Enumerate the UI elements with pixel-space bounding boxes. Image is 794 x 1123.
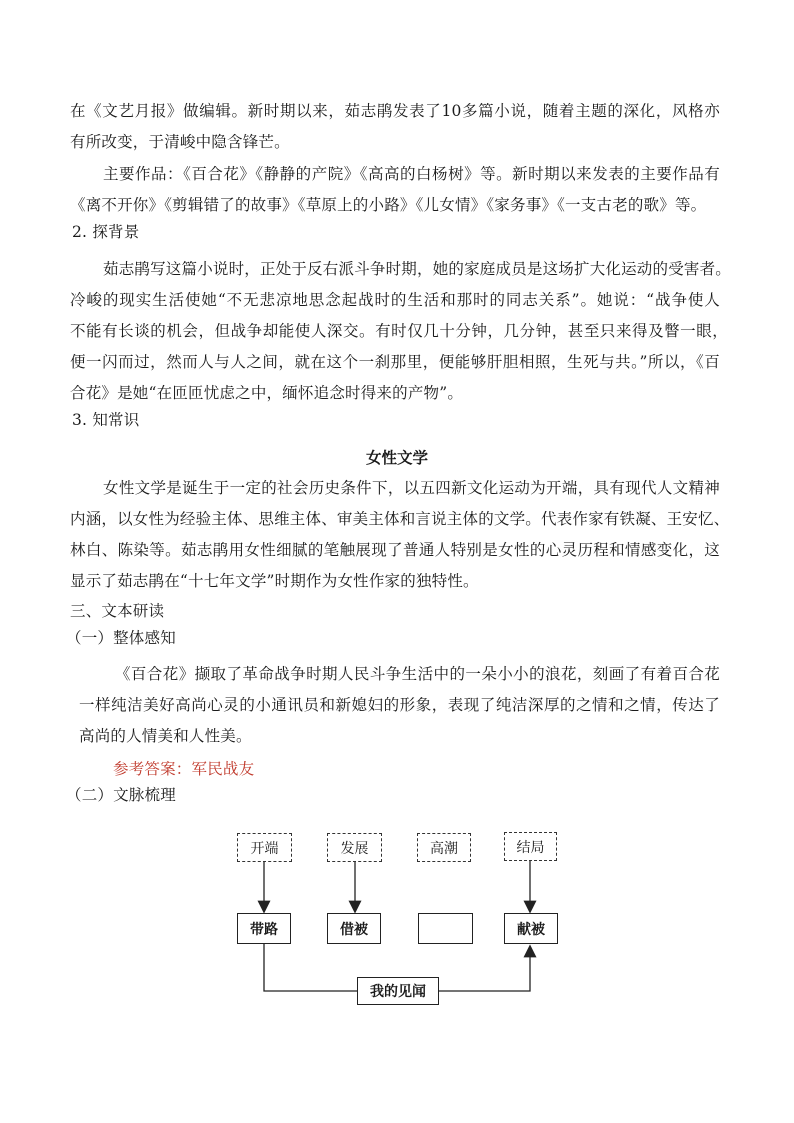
event-borrow-quilt: 借被	[327, 913, 381, 944]
stage-ending: 结局	[504, 832, 557, 861]
para4-line3: 林白、陈染等。茹志鹃用女性细腻的笔触展现了普通人特别是女性的心灵历程和情感变化，这	[70, 541, 720, 559]
para1-line1: 在《文艺月报》做编辑。新时期以来，茹志鹃发表了10多篇小说，随着主题的深化，风格亦	[70, 102, 720, 120]
para1-line2: 有所改变，于清峻中隐含锋芒。	[70, 133, 290, 151]
section-title-background: 2. 探背景	[72, 223, 140, 241]
para2-line2: 《离不开你》《剪辑错了的故事》《草原上的小路》《儿女情》《家务事》《一支古老的歌》等。	[70, 196, 707, 214]
section-title-knowledge: 3. 知常识	[72, 411, 140, 429]
loop-arrow	[439, 947, 530, 991]
event-offer-quilt: 献被	[504, 913, 558, 944]
stage-development: 发展	[327, 833, 382, 862]
sub-title-structure: （二）文脉梳理	[66, 786, 176, 804]
para4-line4: 显示了茹志鹃在“十七年文学”时期作为女性作家的独特性。	[70, 572, 479, 590]
loop-line	[264, 944, 357, 991]
event-lead-way: 带路	[237, 913, 291, 944]
para3-line1: 茹志鹃写这篇小说时，正处于反右派斗争时期，她的家庭成员是这场扩大化运动的受害者。	[103, 260, 732, 278]
stage-start: 开端	[237, 833, 292, 862]
para5-line1: 《百合花》撷取了革命战争时期人民斗争生活中的一朵小小的浪花，刻画了有着百合花	[115, 665, 720, 683]
stage-climax: 高潮	[417, 833, 471, 862]
para3-line3: 不能有长谈的机会，但战争却能使人深交。有时仅几十分钟，几分钟，甚至只来得及瞥一眼，	[70, 322, 728, 340]
para3-line4: 便一闪而过，然而人与人之间，就在这个一刹那里，便能够肝胆相照，生死与共。”所以，《百	[70, 353, 720, 371]
event-climax-blank[interactable]	[418, 913, 473, 944]
narrator-observation-box: 我的见闻	[357, 977, 439, 1005]
para2-line1: 主要作品：《百合花》《静静的产院》《高高的白杨树》等。新时期以来发表的主要作品有	[103, 165, 720, 183]
reference-answer: 参考答案：军民战友	[113, 760, 255, 778]
para5-line3: 高尚的人情美和人性美。	[79, 727, 252, 745]
female-literature-heading: 女性文学	[365, 448, 428, 467]
para3-line2: 冷峻的现实生活使她“不无悲凉地思念起战时的生活和那时的同志关系”。她说：“战争使人	[70, 291, 720, 309]
para3-line5: 合花》是她“在匝匝忧虑之中，缅怀追念时得来的产物”。	[70, 384, 464, 402]
part-title-text-study: 三、文本研读	[70, 602, 165, 620]
para4-line1: 女性文学是诞生于一定的社会历史条件下，以五四新文化运动为开端，具有现代人文精神	[103, 479, 720, 497]
sub-title-overall: （一）整体感知	[66, 629, 176, 647]
para5-line2: 一样纯洁美好高尚心灵的小通讯员和新媳妇的形象，表现了纯洁深厚的之情和之情，传达了	[79, 696, 720, 714]
para4-line2: 内涵，以女性为经验主体、思维主体、审美主体和言说主体的文学。代表作家有铁凝、王安忆、	[70, 510, 730, 528]
